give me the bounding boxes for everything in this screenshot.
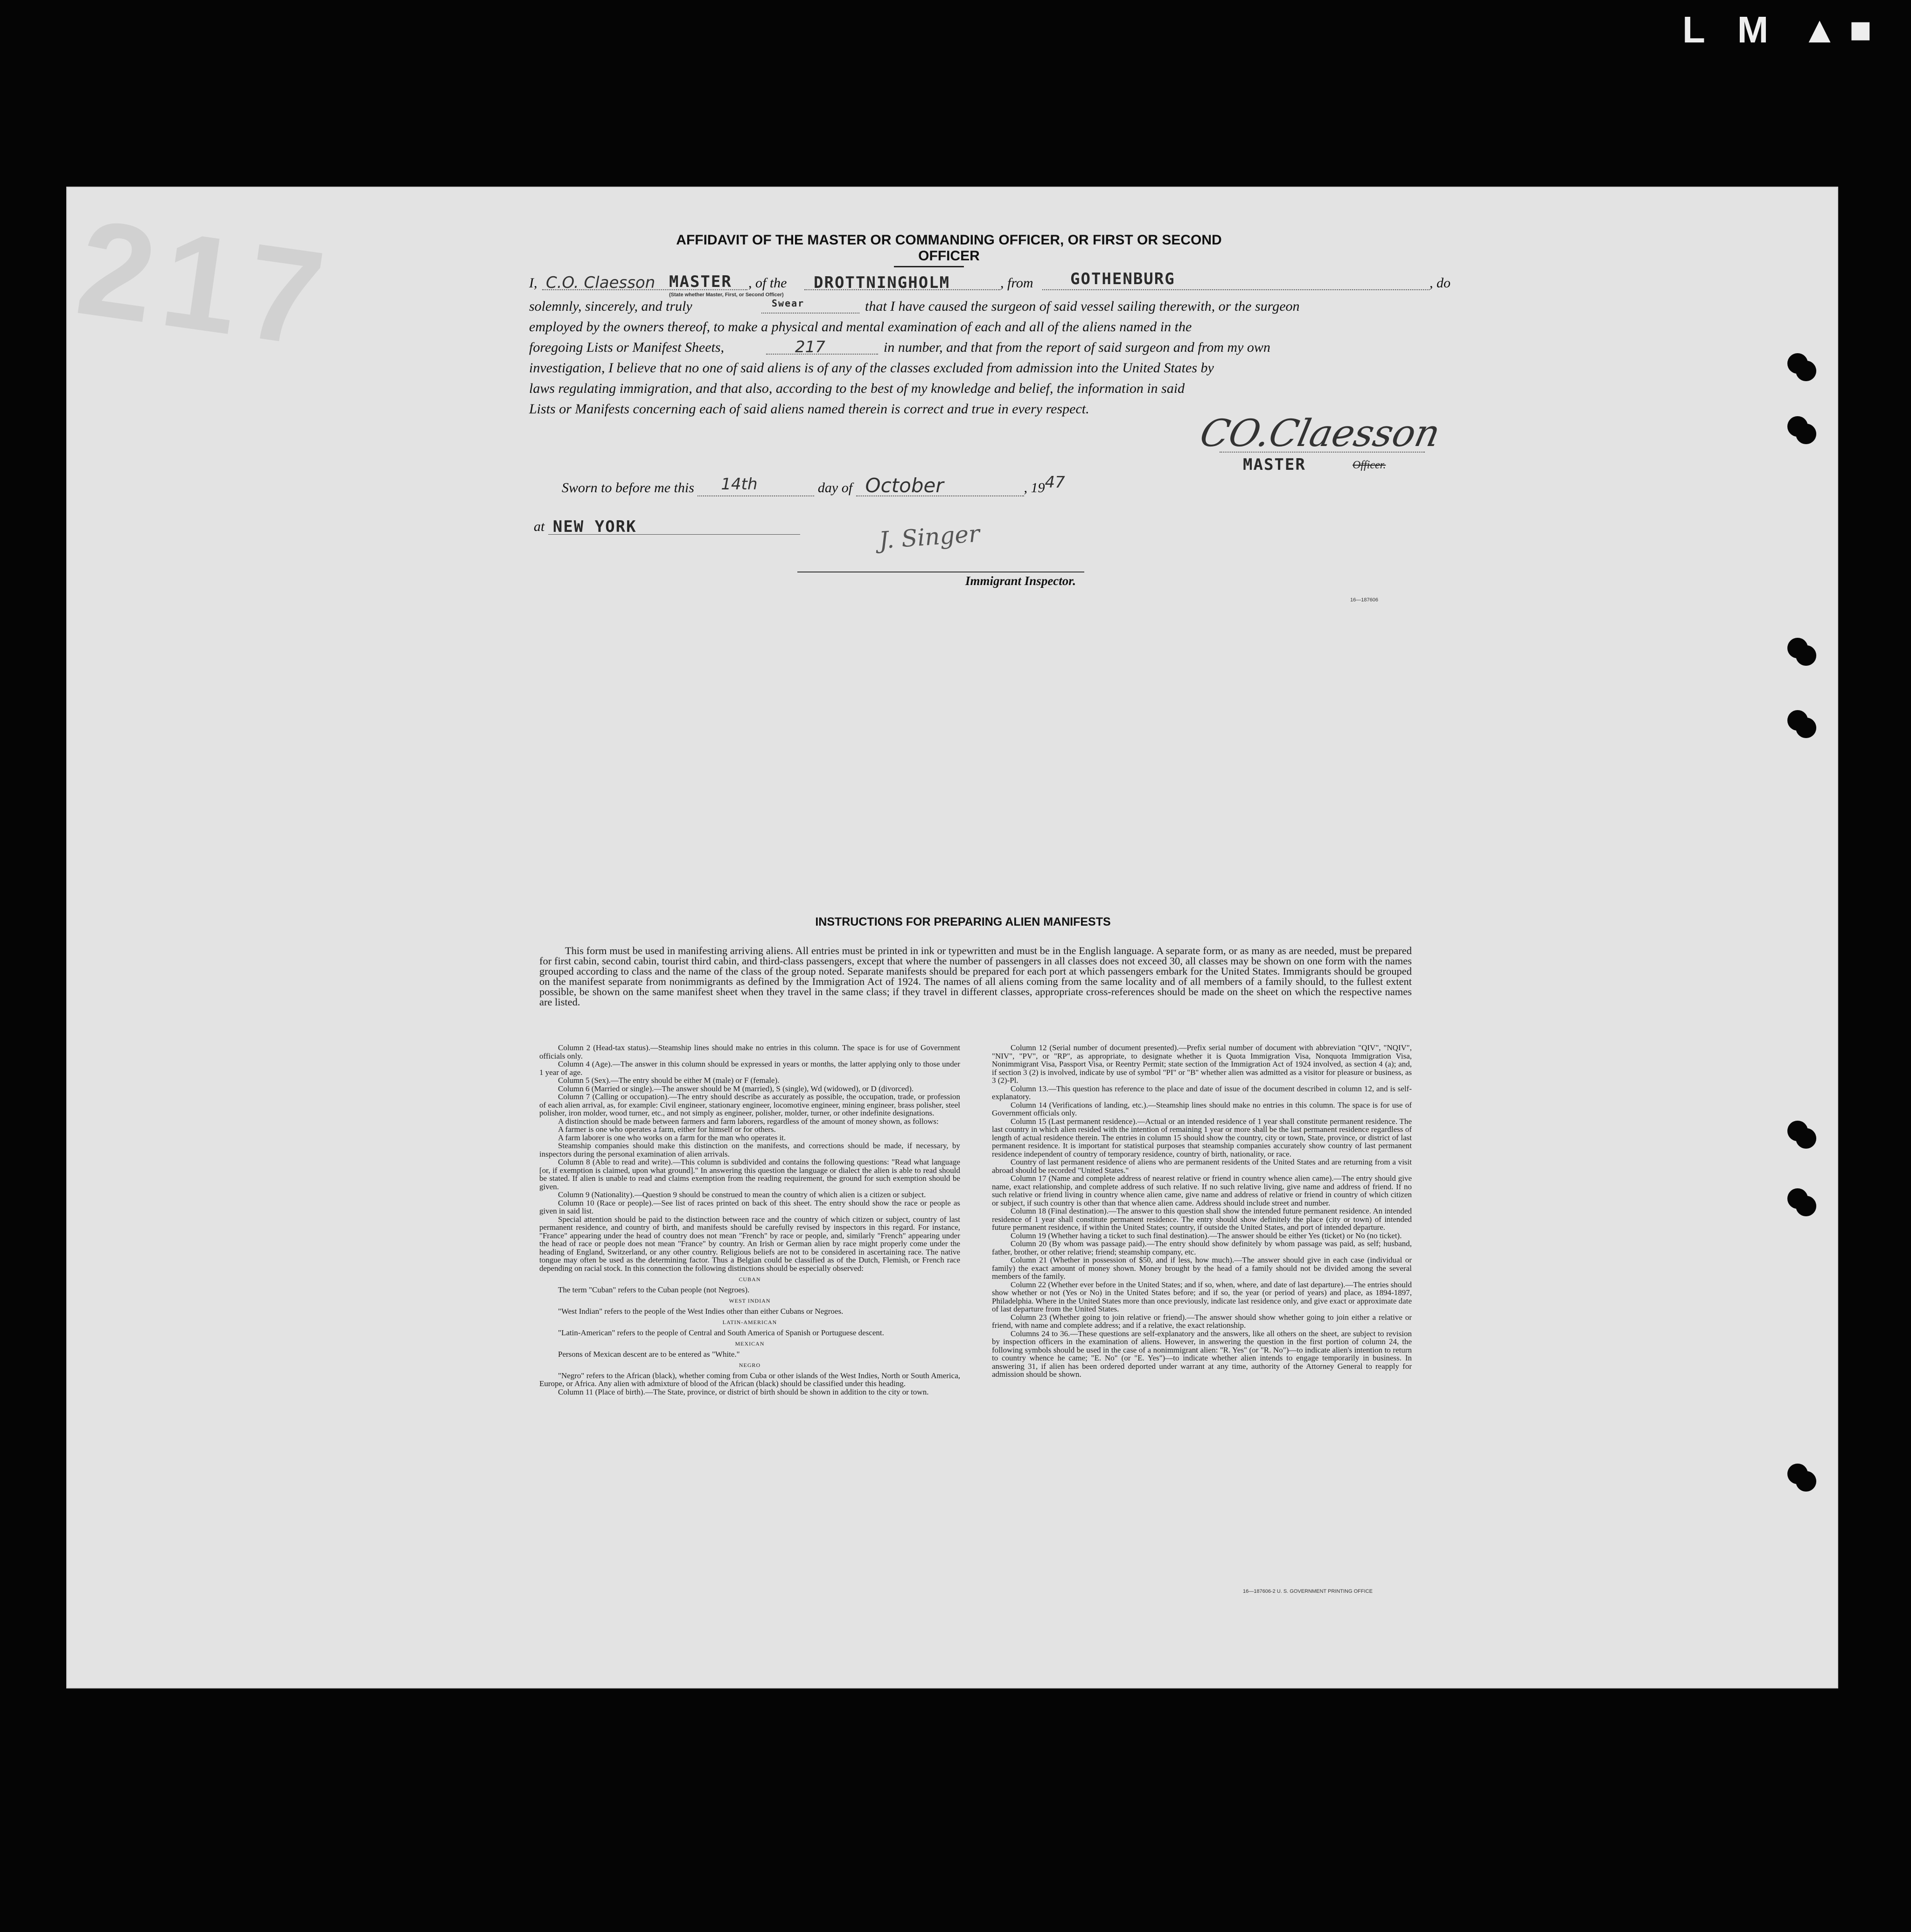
affidavit-line-6: laws regulating immigration, and that also, according to the best of my knowledge and belief, the information in said: [529, 381, 1185, 396]
oath-word: Swear: [772, 298, 805, 309]
do-label: , do: [1430, 275, 1451, 291]
form-number: 16—187606: [1350, 597, 1378, 603]
instruction-paragraph: Column 7 (Calling or occupation).—The entry should describe as accurately as possible, the occupation, trade, or profession of each alien arrival, as, for example: Civil engineer, stationary engineer, locomotive engineer, mining engineer, brass polisher, steel polisher, iron molder, wood turner, etc., and not simply as engineer, polisher, molder, turner, or other indefinite designations.: [539, 1092, 960, 1117]
instruction-paragraph: Column 23 (Whether going to join relative or friend).—The answer should show whether going to join either a relative or friend, with name and complete address; and if a relative, the exact relationship.: [992, 1312, 1412, 1330]
section-heading: NEGRO: [739, 1362, 761, 1368]
place-line: [534, 519, 800, 535]
instructions-left-column: [539, 1044, 960, 1396]
vessel-name: DROTTNINGHOLM: [814, 273, 950, 292]
affidavit-line-4a: foregoing Lists or Manifest Sheets,: [529, 340, 725, 355]
year-prefix: , 19: [1024, 480, 1045, 495]
from-label: , from: [1000, 275, 1033, 291]
sworn-month: October: [865, 474, 944, 497]
instruction-paragraph: Column 5 (Sex).—The entry should be either M (male) or F (female).: [558, 1076, 780, 1085]
affidavit-line-5: investigation, I believe that no one of said aliens is of any of the classes excluded from admission into the United States by: [529, 360, 1214, 376]
instruction-paragraph: Column 4 (Age).—The answer in this column should be expressed in years or months, the latter applying only to those under 1 year of age.: [539, 1060, 960, 1077]
sheets-count: 217: [795, 338, 825, 356]
printing-office-footer: 16—187606-2 U. S. GOVERNMENT PRINTING OFFICE: [1243, 1589, 1373, 1594]
instruction-paragraph: Column 12 (Serial number of document presented).—Prefix serial number of document with abbreviation "QIV", "NQIV", "NIV", "PV", or "RP", as appropriate, to designate whether it is Quota Immigration Visa, Nonquota Immigration Visa, Nonimmigrant Visa, Passport Visa, or Reentry Permit; state section of the Immigration Act of 1924 involved, as section 4 (a); and, if section 3 (2) is involved, indicate by use of symbol "PI" or "B" whether alien was admitted as a visitor for pleasure or business, as 3 (2)-Pl.: [992, 1043, 1412, 1085]
rank-note: (State whether Master, First, or Second Officer): [669, 292, 784, 298]
punch-hole: [1787, 710, 1815, 733]
affidavit-line-2a: solemnly, sincerely, and truly: [529, 299, 692, 314]
instructions-intro: This form must be used in manifesting arriving aliens. All entries must be printed in ink or typewritten and must be in the English language. A separate form, or as many as are needed, must be prepared for first cabin, second cabin, tourist third cabin, and third-class passengers, except that where the number of passengers in all classes does not exceed 30, all classes may be shown on one form with the names grouped according to class and the name of the class of the group noted. Separate manifests should be prepared for each port at which passengers embark for the United States. Immigrants should be grouped on the manifest separate from nonimmigrants as defined by the Immigration Act of 1924. The names of all aliens coming from the same locality and of all members of a family should, to the fullest extent possible, be shown on the same manifest sheet when they travel in the same class; if they travel in different classes, appropriate cross-references should be made on the sheet on which the respective names are listed.: [539, 945, 1412, 1008]
sworn-line: [562, 473, 1065, 497]
instruction-paragraph: Column 18 (Final destination).—The answer to this question shall show the intended future permanent residence. An intended residence of 1 year shall constitute permanent residence. The entry should show definitely the place (city or town) of intended future permanent residence, if within the United States; country, if outside the United States, and port of intended departure.: [992, 1207, 1412, 1232]
section-heading: CUBAN: [739, 1276, 761, 1283]
punch-hole: [1787, 1121, 1815, 1144]
affidavit-line-3: employed by the owners thereof, to make a physical and mental examination of each and all of the aliens named in the: [529, 319, 1192, 335]
instruction-paragraph: A farmer is one who operates a farm, either for himself or for others.: [558, 1125, 776, 1134]
section-heading: MEXICAN: [735, 1340, 765, 1347]
section-text: "Latin-American" refers to the people of Central and South America of Spanish or Portuguese descent.: [558, 1328, 884, 1337]
place-rule: [548, 517, 800, 536]
port-name: GOTHENBURG: [1070, 270, 1175, 288]
punch-hole: [1787, 416, 1815, 439]
section-text: "Negro" refers to the African (black), whether coming from Cuba or other islands of the West Indies, North or South America, Europe, or Africa. Any alien with admixture of blood of the African (black) should be classified under this heading.: [539, 1371, 960, 1388]
place-name: NEW YORK: [552, 517, 637, 536]
officer-word: Officer.: [1353, 459, 1386, 471]
instruction-paragraph: Column 6 (Married or single).—The answer should be M (married), S (single), Wd (widowed), or D (divorced).: [558, 1084, 914, 1093]
instruction-paragraph: A farm laborer is one who works on a farm for the man who operates it.: [558, 1133, 786, 1142]
instruction-paragraph: Column 10 (Race or people).—See list of races printed on back of this sheet. The entry should show the race or people as given in said list.: [539, 1198, 960, 1215]
section-text: "West Indian" refers to the people of the West Indies other than either Cubans or Negroes.: [558, 1306, 844, 1316]
affidavit-line-7: Lists or Manifests concerning each of said aliens named therein is correct and true in every respect.: [529, 401, 1089, 417]
sworn-label: Sworn to before me this: [562, 480, 694, 495]
instruction-paragraph: Column 11 (Place of birth).—The State, province, or district of birth should be shown in addition to the city or town.: [558, 1387, 929, 1396]
instruction-paragraph: Column 15 (Last permanent residence).—Actual or an intended residence of 1 year shall constitute permanent residence. The last country in which alien resided with the intention of remaining 1 year or more shall be the last permanent residence regardless of length of actual residence therein. The entries in column 15 should show the country, city or town, State, province, or district of last permanent residence. It is important for statistical purposes that steamship companies accurately show country of last permanent residence independent of country of temporary residence, country of birth, nationality, or race.: [992, 1116, 1412, 1158]
punch-hole: [1787, 353, 1815, 377]
sworn-year: 47: [1045, 473, 1065, 492]
instruction-paragraph: Column 17 (Name and complete address of nearest relative or friend in country whence alien came).—The entry should give name, exact relationship, and complete address of such relative. If no such relative living, give name and address of friend. If no such relative or friend living in country whence alien came, give name and address of relative or friend in country of which citizen or subject, if such country is other than that whence alien came. Address should include street and number.: [992, 1174, 1412, 1207]
manifest-sheet: [66, 187, 1838, 1688]
instruction-paragraph: Steamship companies should make this distinction on the manifests, and corrections should be made, if necessary, by inspectors during the personal examination of alien arrivals.: [539, 1141, 960, 1158]
instruction-paragraph: Column 20 (By whom was passage paid).—The entry should show definitely by whom passage was paid, as self; husband, father, brother, or other relative; friend; steamship company, etc.: [992, 1239, 1412, 1256]
section-text: Persons of Mexican descent are to be entered as "White.": [558, 1349, 740, 1359]
signature-line: [1220, 452, 1425, 453]
at-label: at: [534, 519, 545, 534]
instruction-paragraph: Special attention should be paid to the distinction between race and the country of which citizen or subject, country of last permanent residence, and country of birth, and manifests should be carefully revised by inspectors in this regard. For instance, "France" appearing under the head of country does not mean "French" by race or people, and, similarly "French" appearing under the head of race or people does not mean "France" by country. An Irish or German alien by race might properly come under the heading of England, Switzerland, or any other country. Religious beliefs are not to be considered in ascertaining race. The native tongue may often be used as the determining factor. Thus a Belgian could be classified as of the Dutch, Flemish, or French race depending on racial stock. In this connection the following distinctions should be especially observed:: [539, 1214, 960, 1273]
film-frame-marks: L M ▲■: [1682, 9, 1883, 50]
of-the-label: , of the: [748, 275, 787, 291]
day-line: [697, 475, 814, 496]
affidavit-body: [529, 270, 1476, 420]
affidavit-line-2b: that I have caused the surgeon of said vessel sailing therewith, or the surgeon: [865, 299, 1300, 314]
sworn-day: 14th: [721, 475, 758, 494]
ghost-sheet-number: 217: [69, 191, 342, 377]
affidavit-line-4b: in number, and that from the report of said surgeon and from my own: [884, 340, 1270, 355]
instruction-paragraph: Column 2 (Head-tax status).—Steamship lines should make no entries in this column. The space is for use of Government officials only.: [539, 1043, 960, 1060]
inspector-label: Immigrant Inspector.: [965, 574, 1076, 588]
instruction-paragraph: Country of last permanent residence of aliens who are permanent residents of the United States and are returning from a visit abroad should be recorded "United States.": [992, 1158, 1412, 1175]
instructions-right-column: [992, 1044, 1412, 1379]
instruction-paragraph: Column 14 (Verifications of landing, etc.).—Steamship lines should make no entries in this column. The space is for use of Government officials only.: [992, 1100, 1412, 1117]
instruction-paragraph: A distinction should be made between farmers and farm laborers, regardless of the amount of money shown, as follows:: [558, 1116, 939, 1126]
instruction-paragraph: Column 9 (Nationality).—Question 9 should be construed to mean the country of which alien is a citizen or subject.: [558, 1190, 926, 1199]
instruction-paragraph: Column 21 (Whether in possession of $50, and if less, how much).—The answer should give in each case (individual or family) the exact amount of money shown. Money brought by the head of a family should not be divided among the several members of the family.: [992, 1255, 1412, 1281]
section-text: The term "Cuban" refers to the Cuban people (not Negroes).: [558, 1285, 750, 1294]
month-line: [856, 474, 1024, 497]
section-heading: LATIN-AMERICAN: [722, 1319, 777, 1325]
inspector-signature: J. Singer: [878, 520, 981, 554]
instruction-paragraph: Column 13.—This question has reference to the place and date of issue of the document described in column 12, and is self-explanatory.: [992, 1084, 1412, 1101]
day-of-label: day of: [817, 480, 853, 495]
instructions-title: INSTRUCTIONS FOR PREPARING ALIEN MANIFESTS: [815, 915, 1111, 928]
instruction-paragraph: Columns 24 to 36.—These questions are self-explanatory and the answers, like all others on the sheet, are subject to revision by inspection officers in the examination of aliens. However, in answering the question in the first portion of column 24, the following symbols should be used in the case of a nonimmigrant alien: "R. Yes" (or "R. No")—to indicate alien's intention to return to country whence he came; "E. No" (or "E. Yes")—to indicate whether alien intends to engage temporarily in business. In answering 31, if alien has been ordered deported under warrant at any time, authority of the Attorney General to reapply for admission should be shown.: [992, 1329, 1412, 1379]
punch-hole: [1787, 638, 1815, 661]
i-label: I,: [529, 275, 537, 291]
signer-title: MASTER: [1243, 455, 1306, 474]
master-signature: CO.Claesson: [1196, 412, 1444, 455]
punch-hole: [1787, 1188, 1815, 1212]
affidavit-title: AFFIDAVIT OF THE MASTER OR COMMANDING OFFICER, OR FIRST OR SECOND OFFICER: [676, 232, 1222, 264]
instruction-paragraph: Column 22 (Whether ever before in the United States; and if so, when, where, and date of last departure).—The entries should show whether or not (Yes or No) in the United States before; and if so, the year (or period of years) and place, as 1894-1897, Philadelphia. Where in the United States more than once previously, indicate last residence only, and give exact or approximate date of last departure from the United States.: [992, 1280, 1412, 1313]
instruction-paragraph: Column 8 (Able to read and write).—This column is subdivided and contains the following questions: "Read what language [or, if exemption is claimed, upon what ground]." In answering this question the language or dialect the alien is able to read should be stated. If alien is unable to read and claims exemption from the reading requirement, the ground for such exemption should be given.: [539, 1158, 960, 1191]
master-name: C.O. Claesson: [546, 273, 656, 292]
section-heading: WEST INDIAN: [729, 1297, 771, 1304]
instruction-paragraph: Column 19 (Whether having a ticket to such final destination).—The answer should be either Yes (ticket) or No (no ticket).: [1011, 1231, 1402, 1240]
title-rule: [894, 266, 964, 267]
rank-stamp: MASTER: [669, 272, 732, 291]
